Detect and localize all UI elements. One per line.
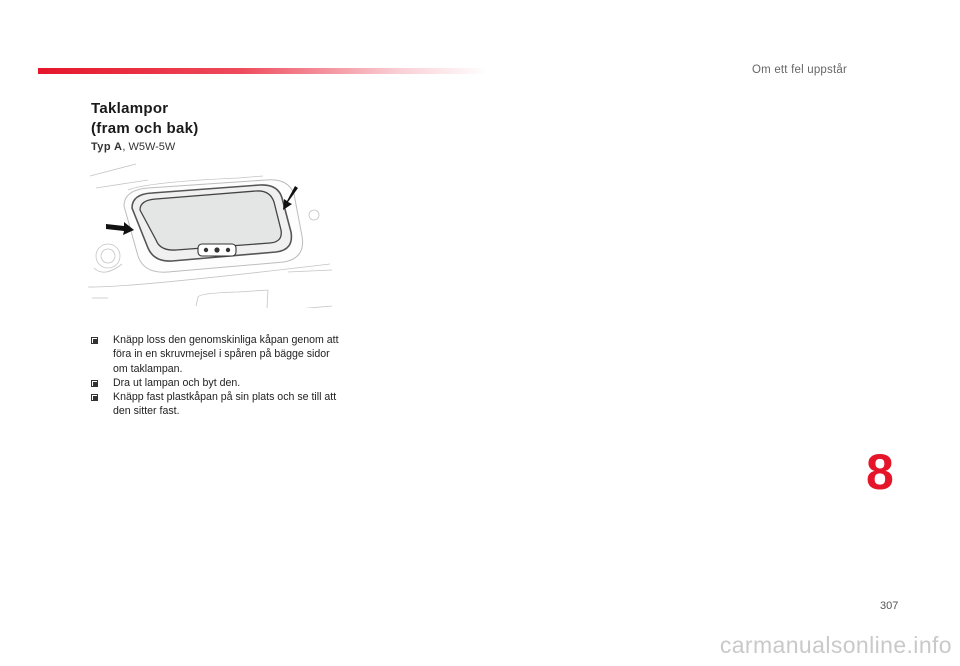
lamp-type-value: , W5W-5W xyxy=(122,141,176,153)
page-heading xyxy=(91,99,199,139)
instruction-item xyxy=(91,390,341,419)
lamp-type-label: Typ A xyxy=(91,141,123,153)
instruction-item xyxy=(91,376,341,390)
sketch-circle xyxy=(309,210,319,220)
sketch-line xyxy=(90,164,136,176)
chapter-number: 8 xyxy=(866,444,894,500)
watermark: carmanualsonline.info xyxy=(719,632,952,658)
switch-button-icon xyxy=(204,248,208,252)
heading-line-1: Taklampor xyxy=(91,100,169,117)
sketch-line xyxy=(286,306,332,308)
heading-line-2: (fram och bak) xyxy=(91,120,199,137)
checkbox-bullet-icon xyxy=(91,394,98,401)
section-title: Om ett fel uppstår xyxy=(752,64,847,76)
lamp-type-line xyxy=(91,141,175,153)
checkbox-bullet-icon xyxy=(91,380,98,387)
sketch-line xyxy=(288,270,332,272)
speaker-inner xyxy=(101,249,115,263)
sketch-line xyxy=(196,290,268,306)
speaker-outline xyxy=(96,244,120,268)
instruction-item xyxy=(91,333,341,376)
instruction-text: Dra ut lampan och byt den. xyxy=(113,376,241,389)
ceiling-lamp-illustration xyxy=(88,160,336,308)
instruction-list xyxy=(91,333,341,419)
instruction-text: Knäpp fast plastkåpan på sin plats och se till att den sitter fast. xyxy=(113,391,337,418)
switch-button-icon xyxy=(214,247,219,252)
checkbox-bullet-icon xyxy=(91,337,98,344)
header-accent-bar xyxy=(38,68,488,74)
sketch-line xyxy=(267,290,268,308)
switch-button-icon xyxy=(226,248,230,252)
instruction-text: Knäpp loss den genomskinliga kåpan genom att föra in en skruvmejsel i spåren på bägge sidor om taklampan. xyxy=(113,334,339,375)
page-number: 307 xyxy=(880,600,899,612)
lamp-lens xyxy=(140,191,281,250)
